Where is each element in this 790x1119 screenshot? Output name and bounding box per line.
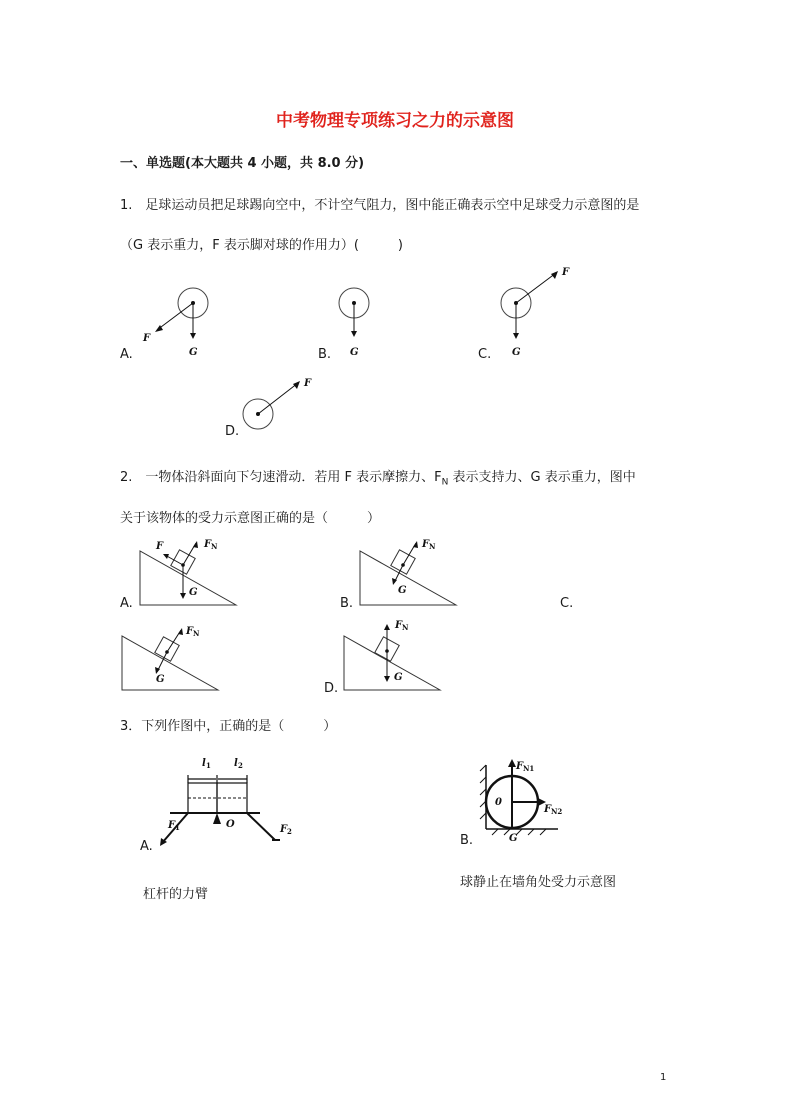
page-number: 1 [660,1072,667,1083]
fulcrum [213,813,221,824]
q3-diagram-a [150,750,300,860]
q1-diagram-c [490,265,590,365]
l1-label: l [202,758,206,769]
q3-caption-b: 球静止在墙角处受力示意图 [460,875,617,890]
wall-hatch-3 [480,789,486,795]
q3-caption-a: 杠杆的力臂 [143,887,209,902]
q1-option-c-label: C. [478,347,492,362]
friction-label: F [156,541,164,552]
gravity-arrowhead [384,676,390,682]
normal-subscript: N [211,542,218,551]
normal-arrowhead [384,624,390,630]
gravity-arrowhead [513,333,519,339]
q2-diagram-d [342,620,442,695]
q1-diagram-d [238,374,328,434]
q2-option-c-label: C. [560,596,574,611]
force-label: F [562,267,570,278]
floor-hatch-5 [540,829,546,835]
question-2-subscript: N [441,477,449,488]
q1-diagram-b [330,285,390,365]
normal-label: F [395,620,403,631]
normal-arrowhead [178,628,183,635]
gravity-arrowhead [180,593,186,599]
f1-label: F [168,820,176,831]
gravity-label: G [398,585,407,596]
force-arrow [258,383,298,414]
q3-option-a-label: A. [140,839,153,854]
q1-option-d-label: D. [225,424,240,439]
normal-label: F [204,539,212,550]
q2-option-b-label: B. [340,596,354,611]
normal-subscript: N [402,623,409,632]
q2-diagram-c [120,620,220,695]
fulcrum-label: O [226,819,235,830]
normal-subscript: N [429,542,436,551]
force-arrowhead [551,271,558,279]
normal-label: F [186,626,194,637]
wall-hatch-5 [480,813,486,819]
q3-diagram-b [478,757,588,842]
lever-arm-right [247,813,275,840]
force-label: F [304,378,312,389]
l1-subscript: 1 [206,761,211,770]
l2-label: l [234,758,238,769]
fn2-subscript: N2 [551,807,563,816]
normal-arrowhead [193,541,198,548]
normal-label: F [422,539,430,550]
l2-subscript: 2 [238,761,243,770]
q2-option-d-label: D. [324,681,339,696]
section-heading: 一、单选题(本大题共 4 小题，共 8.0 分) [120,156,365,171]
fn1-label: F [516,761,524,772]
gravity-label: G [189,587,198,598]
gravity-label: G [512,347,521,358]
gravity-label: G [189,347,198,358]
gravity-label: G [394,672,403,683]
question-1-line-2: （G 表示重力，F 表示脚对球的作用力）( ) [120,238,403,253]
lever-box-left [188,783,217,813]
gravity-arrowhead [351,331,357,337]
floor-hatch-4 [528,829,534,835]
question-2-line-2: 关于该物体的受力示意图正确的是（ ） [120,511,381,526]
gravity-label: G [156,674,165,685]
fn1-subscript: N1 [523,764,535,773]
normal-subscript: N [193,629,200,638]
q1-diagram-a [135,285,235,365]
question-2-text-a: 2. 一物体沿斜面向下匀速滑动．若用 F 表示摩擦力、F [120,470,442,485]
force-arrow [516,273,556,303]
gravity-label: G [350,347,359,358]
q1-option-a-label: A. [120,347,133,362]
q2-option-a-label: A. [120,596,133,611]
question-2-line-1 [120,466,636,488]
q1-option-b-label: B. [318,347,332,362]
question-2-text-b: 表示支持力、G 表示重力，图中 [448,470,636,485]
wall-hatch-2 [480,777,486,783]
question-3-line-1: 3．下列作图中，正确的是（ ） [120,719,337,734]
g-label: G [509,833,518,844]
f2-label: F [280,824,288,835]
q3-option-b-label: B. [460,833,474,848]
force-label: F [143,333,151,344]
fn2-label: F [544,804,552,815]
block [155,637,179,661]
gravity-arrowhead [190,333,196,339]
force-arrowhead [293,381,300,389]
normal-arrowhead [413,541,418,548]
floor-hatch-1 [492,829,498,835]
wall-hatch-1 [480,765,486,771]
lever-box-right [217,783,247,813]
f1-subscript: 1 [175,823,180,832]
fn1-arrowhead [508,759,516,767]
page-title: 中考物理专项练习之力的示意图 [276,111,514,131]
question-1-line-1: 1. 足球运动员把足球踢向空中，不计空气阻力，图中能正确表示空中足球受力示意图的是 [120,198,640,213]
q2-diagram-a [138,535,238,610]
q2-diagram-b [358,535,458,610]
center-label: 0 [495,797,502,808]
f2-subscript: 2 [287,827,292,836]
